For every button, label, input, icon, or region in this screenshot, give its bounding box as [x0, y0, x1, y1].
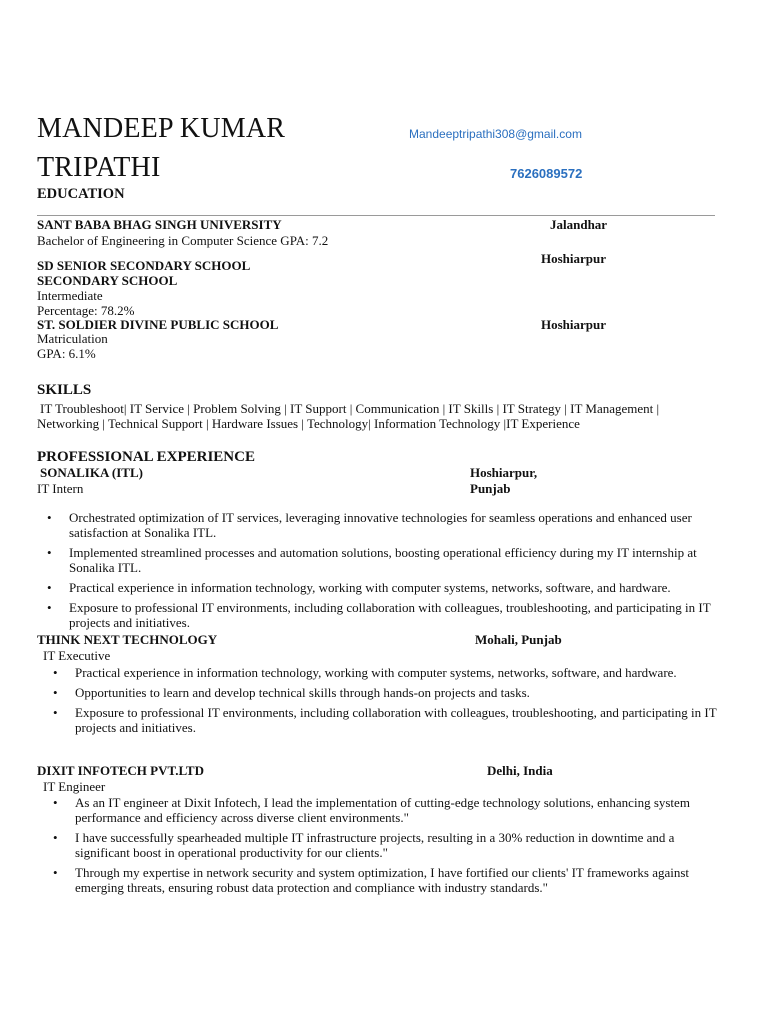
job-bullets [75, 795, 725, 900]
degree-text: Intermediate [37, 288, 103, 303]
candidate-name-line1: MANDEEP KUMAR [37, 113, 286, 144]
job-bullets [69, 510, 741, 635]
job-role: IT Executive [43, 648, 111, 663]
list-item: • Practical experience in information technology, working with computer systems, networks, software, and hardware. [69, 580, 741, 595]
section-title-experience: PROFESSIONAL EXPERIENCE [37, 449, 255, 465]
job-bullets [75, 665, 737, 740]
job-location-line2: Punjab [470, 481, 511, 496]
phone-number[interactable]: 7626089572 [510, 166, 583, 181]
job-location: Hoshiarpur, [470, 465, 538, 480]
job-role: IT Intern [37, 481, 84, 496]
company-name: THINK NEXT TECHNOLOGY [37, 632, 218, 647]
job-location: Mohali, Punjab [475, 632, 562, 647]
skills-line: Networking | Technical Support | Hardware Issues | Technology| Information Technology |IT Experience [37, 416, 580, 431]
list-item: • I have successfully spearheaded multiple IT infrastructure projects, resulting in a 30% reduction in downtime and a significant boost in operational productivity for our clients." [75, 830, 725, 860]
list-item: • Implemented streamlined processes and automation solutions, boosting operational efficiency during my IT internship at Sonalika ITL. [69, 545, 741, 575]
degree-text: Matriculation [37, 331, 108, 346]
school-location: Hoshiarpur [541, 317, 607, 332]
email-link[interactable]: Mandeeptripathi308@gmail.com [409, 127, 582, 141]
skills-line: IT Troubleshoot| IT Service | Problem Solving | IT Support | Communication | IT Skills | IT Strategy | IT Management | [40, 401, 660, 416]
school-location: Hoshiarpur [541, 251, 607, 266]
degree-text: Bachelor of Engineering in Computer Science GPA: 7.2 [37, 233, 329, 248]
school-name: ST. SOLDIER DIVINE PUBLIC SCHOOL [37, 317, 279, 332]
school-name: SANT BABA BHAG SINGH UNIVERSITY [37, 217, 282, 232]
grade-text: GPA: 6.1% [37, 346, 96, 361]
list-item: • As an IT engineer at Dixit Infotech, I lead the implementation of cutting-edge technology solutions, enhancing system performance and efficiency across diverse client environments." [75, 795, 725, 825]
list-item: • Through my expertise in network security and system optimization, I have fortified our clients' IT frameworks against emerging threats, ensuring robust data protection and compliance with industry standards." [75, 865, 725, 895]
job-location: Delhi, India [487, 763, 553, 778]
company-name: DIXIT INFOTECH PVT.LTD [37, 763, 204, 778]
list-item: • Opportunities to learn and develop technical skills through hands-on projects and tasks. [75, 685, 737, 700]
list-item: • Practical experience in information technology, working with computer systems, networks, software, and hardware. [75, 665, 737, 680]
list-item: • Orchestrated optimization of IT services, leveraging innovative technologies for seamless operations and enhanced user satisfaction at Sonalika ITL. [69, 510, 741, 540]
candidate-name-line2: TRIPATHI [37, 152, 161, 183]
company-name: SONALIKA (ITL) [40, 465, 143, 480]
section-divider [37, 215, 715, 216]
grade-text: Percentage: 78.2% [37, 303, 135, 318]
section-title-education: EDUCATION [37, 186, 125, 202]
list-item: • Exposure to professional IT environments, including collaboration with colleagues, troubleshooting, and participating in IT projects and initiatives. [75, 705, 737, 735]
school-name-line2: SECONDARY SCHOOL [37, 273, 178, 288]
job-role: IT Engineer [43, 779, 106, 794]
school-location: Jalandhar [550, 217, 608, 232]
section-title-skills: SKILLS [37, 382, 92, 398]
list-item: • Exposure to professional IT environments, including collaboration with colleagues, troubleshooting, and participating in IT projects and initiatives. [69, 600, 741, 630]
school-name: SD SENIOR SECONDARY SCHOOL [37, 258, 251, 273]
